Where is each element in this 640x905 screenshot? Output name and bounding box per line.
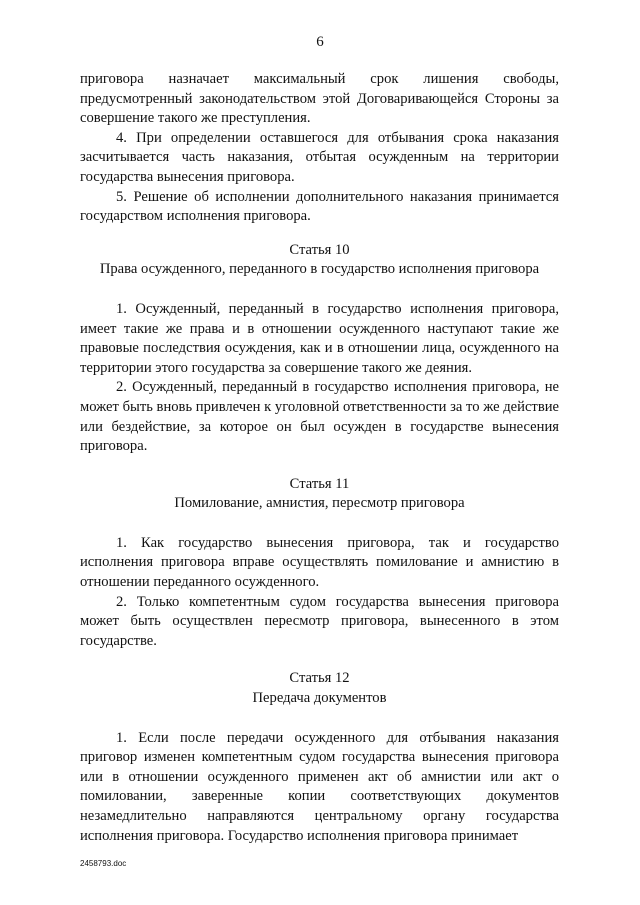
article-10-number: Статья 10 <box>289 241 350 258</box>
article-12-paragraph-1: 1. Если после передачи осужденного для отбывания наказания приговор изменен компетентным судом государства вынесения приговора или в отношении осужденного применен акт об амнистии или акт о помиловании, заверенные копии соответствующих документов незамедлительно направляются центральному органу государства исполнения приговора. Государство исполнения приговора принимает <box>80 729 559 844</box>
paragraph-item-4: 4. При определении оставшегося для отбывания срока наказания засчитывается часть наказания, отбытая осужденным на территории государства вынесения приговора. <box>80 129 559 185</box>
article-10-title: Права осужденного, переданного в государство исполнения приговора <box>99 261 540 278</box>
article-11-number: Статья 11 <box>289 475 350 492</box>
article-10-paragraph-2: 2. Осужденный, переданный в государство исполнения приговора, не может быть вновь привлечен к уголовной ответственности за то же действие или бездействие, за которое он был осужден в государстве вынесения приговора. <box>80 379 559 455</box>
article-11-title: Помилование, амнистия, пересмотр приговора <box>174 495 465 512</box>
article-10-paragraph-1: 1. Осужденный, переданный в государство исполнения приговора, имеет такие же права и в отношении осужденного наступают такие же правовые последствия осуждения, как и в отношении лица, осужденного на территории этого государства за совершение такого же деяния. <box>80 300 559 376</box>
article-11-paragraph-2: 2. Только компетентным судом государства вынесения приговора может быть осуществлен пересмотр приговора, вынесенного в этом государстве. <box>80 593 559 649</box>
file-name-footer: 2458793.doc <box>80 859 127 868</box>
article-11-paragraph-1: 1. Как государство вынесения приговора, так и государство исполнения приговора вправе осуществлять помилование и амнистию в отношении переданного осужденного. <box>80 534 559 591</box>
page-number: 6 <box>316 34 324 50</box>
article-12-number: Статья 12 <box>289 670 350 687</box>
document-body <box>80 70 559 846</box>
article-12-title: Передача документов <box>252 690 387 707</box>
paragraph-item-5: 5. Решение об исполнении дополнительного наказания принимается государством исполнения приговора. <box>80 188 559 225</box>
paragraph-continuation: приговора назначает максимальный срок лишения свободы, предусмотренный законодательством этой Договаривающейся Стороны за совершение такого же преступления. <box>80 71 559 127</box>
